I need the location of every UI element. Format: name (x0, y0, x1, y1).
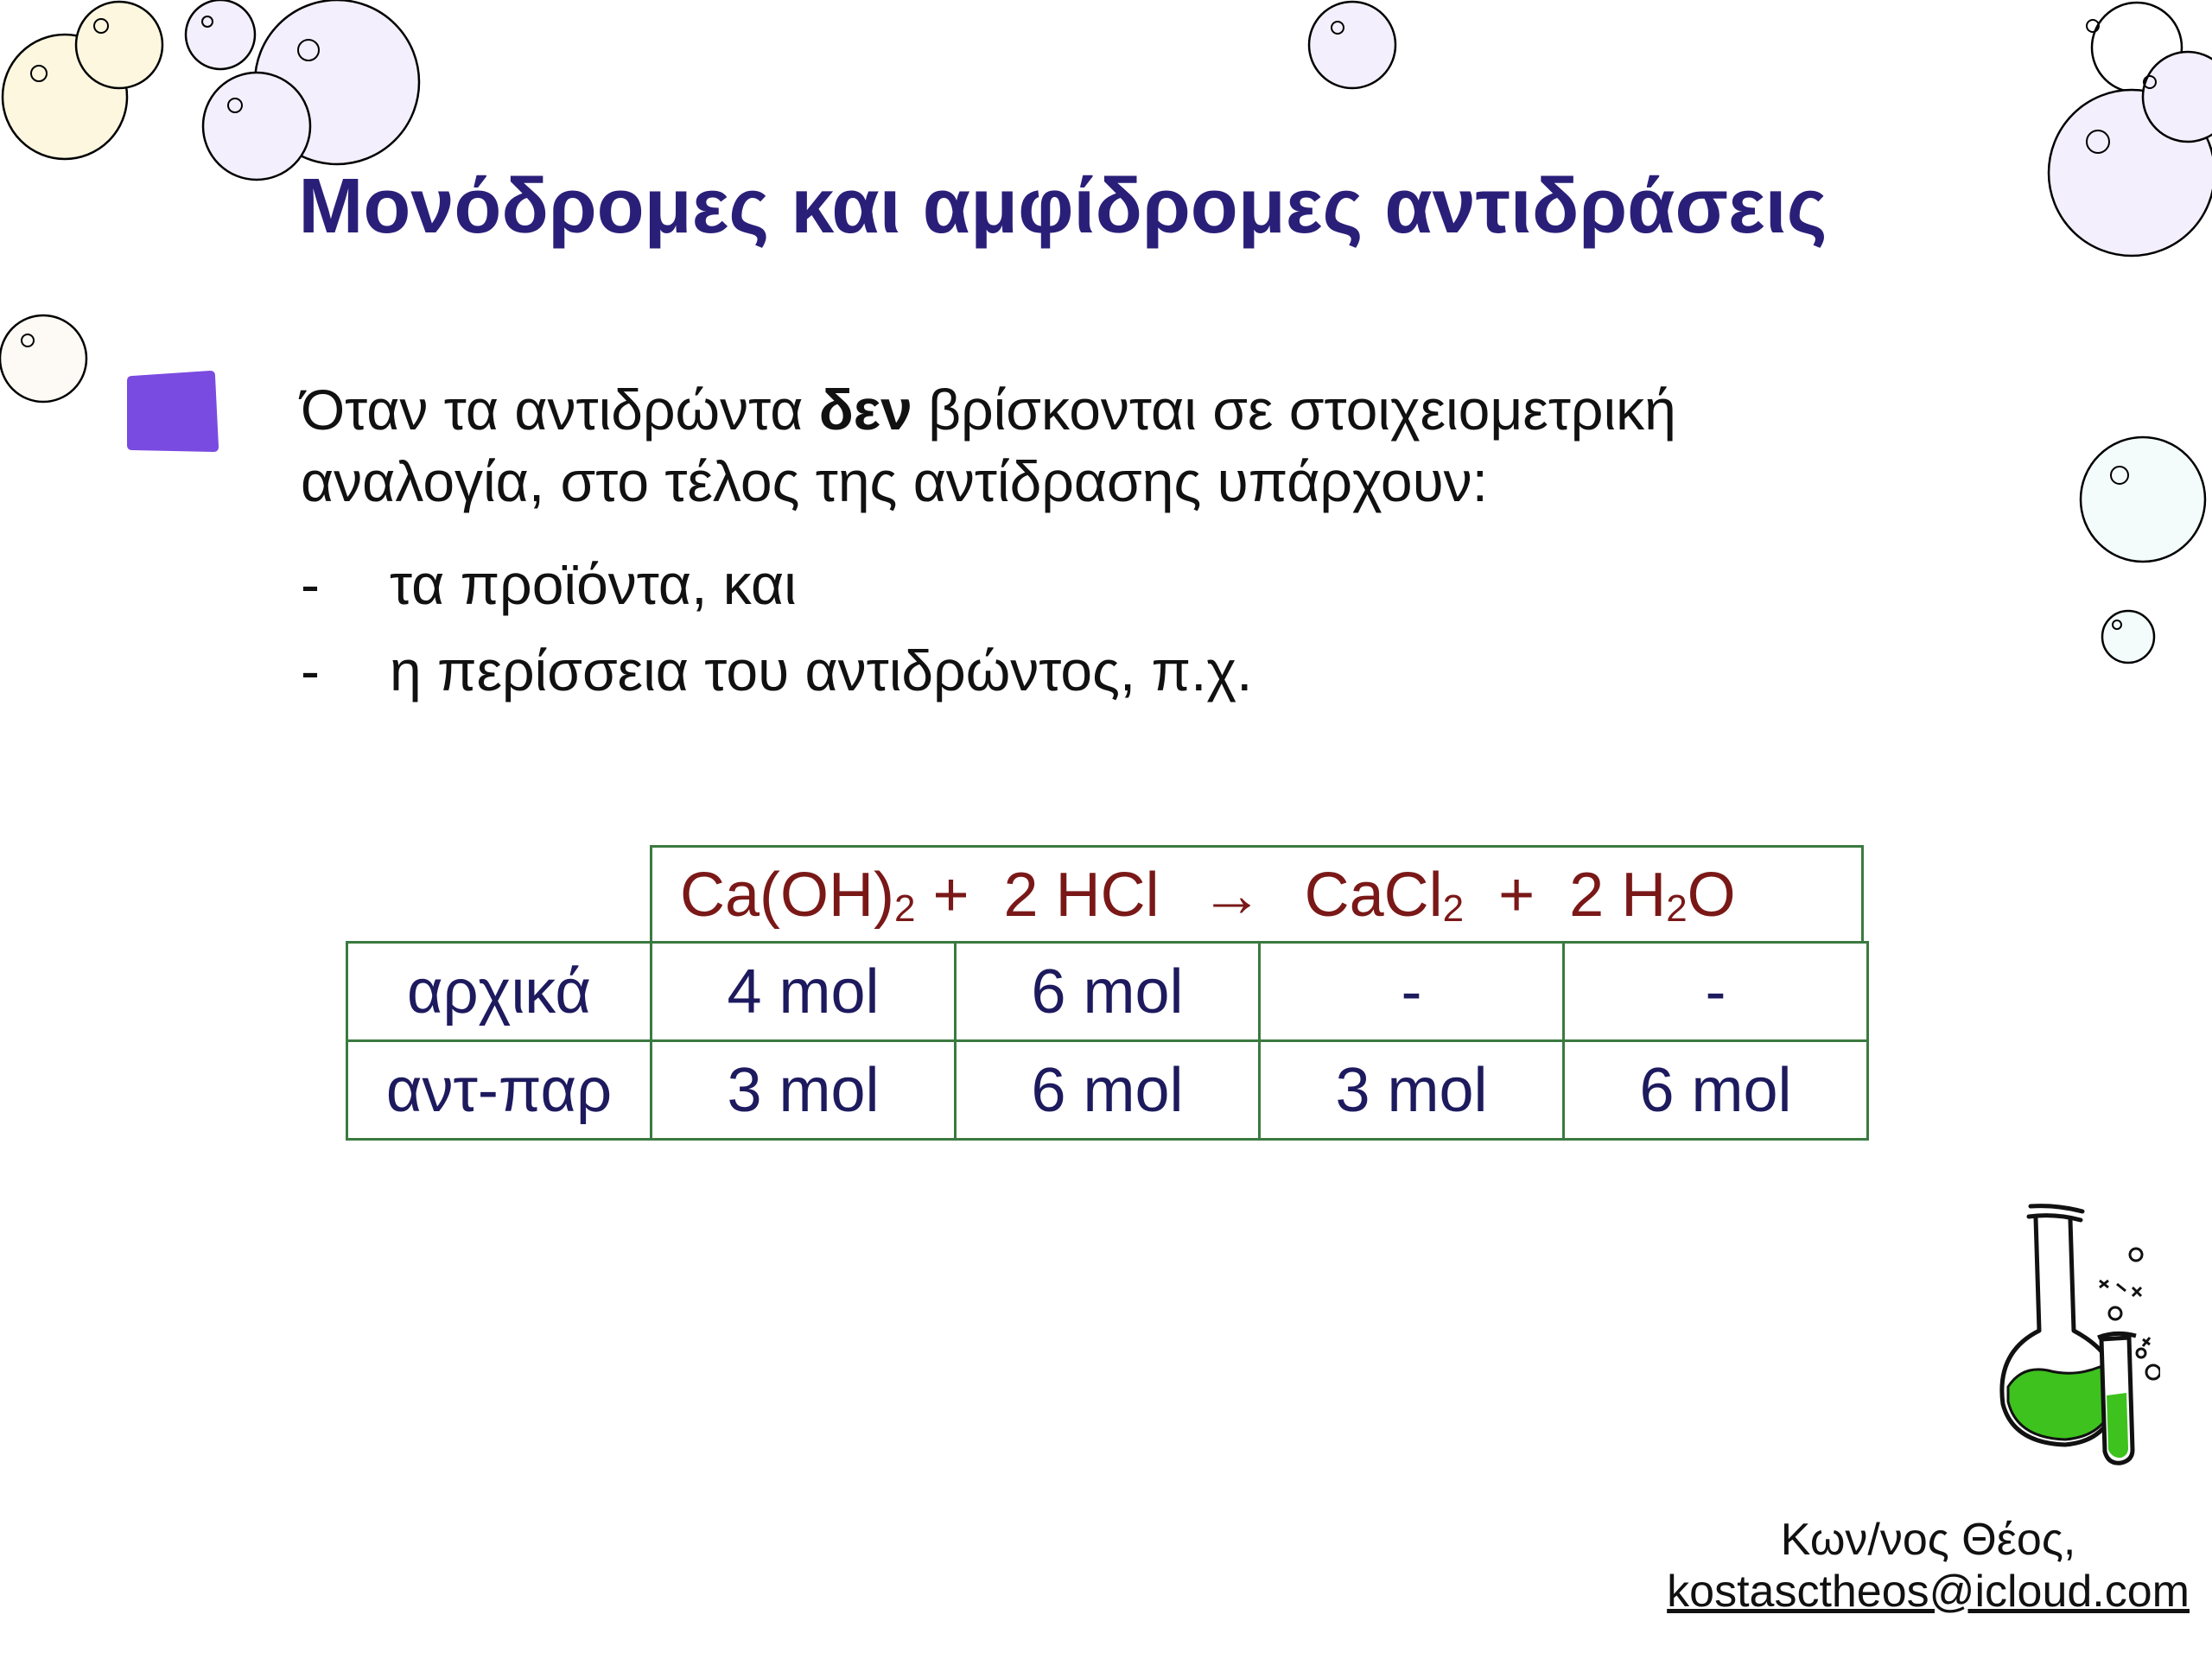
table-cell: 4 mol (652, 943, 956, 1041)
table-cell: 6 mol (956, 1041, 1260, 1140)
paragraph-emphasis: δεν (818, 378, 912, 442)
bubble (186, 0, 255, 69)
bubble (76, 2, 162, 88)
plus-sign: + (1498, 861, 1535, 930)
table-cell: - (1564, 943, 1868, 1041)
reactant-caoh2: $Ca(OH)_2$ (680, 861, 916, 930)
table-cell: 6 mol (956, 943, 1260, 1041)
product-cacl2: CaCl$_2$ (1304, 861, 1465, 930)
reactant-hcl: 2 HCl (1003, 861, 1160, 930)
list-item-text: η περίσσεια του αντιδρώντος, π.χ. (390, 639, 1253, 702)
bubble (2081, 437, 2205, 562)
author-email-link[interactable]: kostasctheos@icloud.com (1667, 1567, 2190, 1617)
product-h2o: 2 $H_2O$ (1569, 861, 1736, 930)
row-label: αρχικά (347, 943, 652, 1041)
table-cell: 6 mol (1564, 1041, 1868, 1140)
list-dash: - (301, 639, 320, 702)
bubble (1309, 2, 1395, 88)
table-cell: 3 mol (1260, 1041, 1564, 1140)
author-credit (1667, 1514, 2190, 1618)
slide-title: Μονόδρομες και αμφίδρομες αντιδράσεις (298, 163, 1827, 250)
table-row (347, 1041, 1868, 1140)
paragraph-text: Όταν τα αντιδρώντα (301, 378, 819, 442)
plus-sign: + (932, 861, 969, 930)
chemistry-flask-icon (1987, 1201, 2160, 1478)
stoichiometry-table (346, 941, 1869, 1141)
reaction-arrow-icon: → (1200, 861, 1263, 930)
list-item (301, 638, 1252, 703)
table-row (347, 943, 1868, 1041)
bubble (0, 315, 86, 402)
chemical-equation (650, 845, 1864, 943)
table-cell: 3 mol (652, 1041, 956, 1140)
paragraph-text: βρίσκονται σε στοιχειομετρική (912, 378, 1676, 442)
author-name: Κων/νος Θέος, (1780, 1515, 2076, 1565)
list-dash: - (301, 552, 320, 616)
list-item-text: τα προϊόντα, και (390, 552, 797, 616)
table-cell: - (1260, 943, 1564, 1041)
square-bullet-icon (125, 367, 220, 454)
bubble (2102, 611, 2154, 663)
list-item (301, 551, 797, 617)
paragraph-text: αναλογία, στο τέλος της αντίδρασης υπάρχουν: (301, 449, 1489, 513)
row-label: αντ-παρ (347, 1041, 652, 1140)
intro-paragraph (301, 374, 1676, 518)
